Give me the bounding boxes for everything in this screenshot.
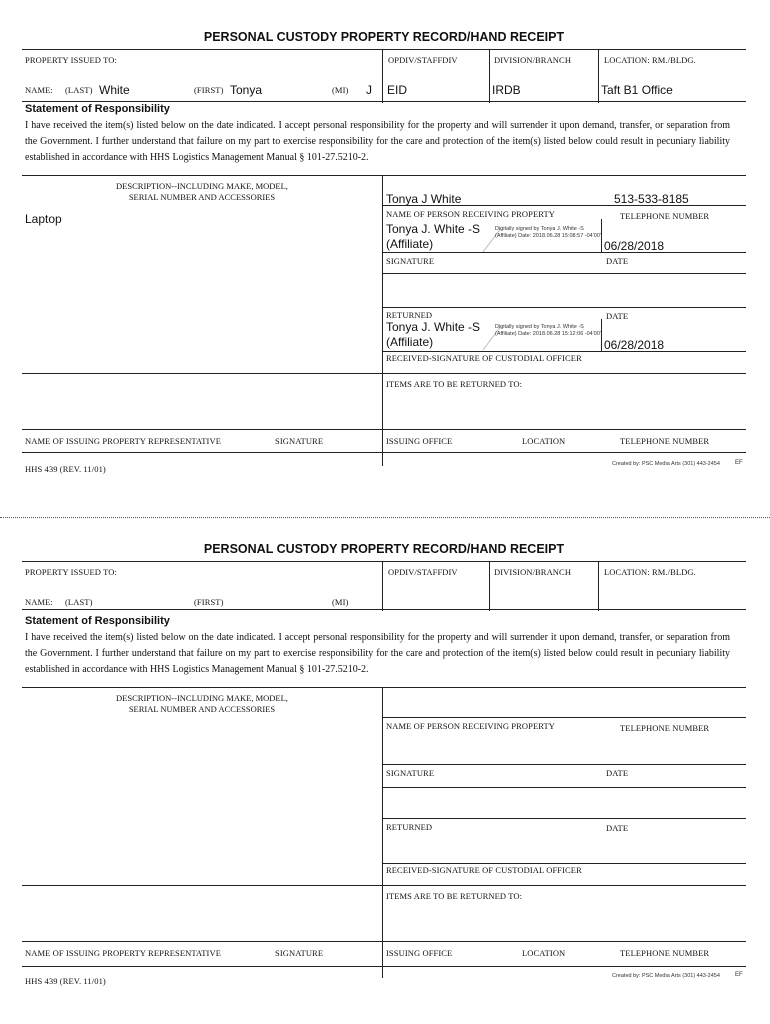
receiver-name-label: NAME OF PERSON RECEIVING PROPERTY	[386, 209, 556, 219]
rule	[382, 307, 746, 308]
last-name-field[interactable]: White	[99, 83, 130, 97]
description-header-line1: DESCRIPTION--INCLUDING MAKE, MODEL,	[116, 181, 288, 191]
divider	[382, 687, 383, 978]
hand-receipt-form-filled	[22, 28, 746, 512]
rule	[22, 609, 746, 610]
telephone-label: TELEPHONE NUMBER	[620, 723, 710, 733]
property-issued-to-label: PROPERTY ISSUED TO:	[25, 567, 117, 577]
divider	[489, 49, 490, 103]
receiver-name-label: NAME OF PERSON RECEIVING PROPERTY	[386, 721, 556, 731]
issuing-telephone-label: TELEPHONE NUMBER	[620, 948, 710, 958]
divider	[598, 49, 599, 103]
issuing-office-label: ISSUING OFFICE	[386, 436, 453, 446]
returned-date-label: DATE	[606, 311, 629, 321]
signature-note: Digitally signed by Tonya J. White -S (Affiliate) Date: 2018.06.28 15:12:06 -04'00'	[495, 324, 601, 337]
date-label: DATE	[606, 768, 629, 778]
form-number: HHS 439 (REV. 11/01)	[25, 464, 106, 474]
signature-label: SIGNATURE	[386, 256, 435, 266]
description-header	[22, 693, 382, 715]
divider	[598, 561, 599, 611]
form-title: PERSONAL CUSTODY PROPERTY RECORD/HAND RECEIPT	[203, 542, 565, 556]
rule	[22, 966, 746, 967]
digital-signature-custodial[interactable]	[385, 320, 601, 354]
divider	[382, 561, 383, 611]
last-label: (LAST)	[65, 85, 93, 95]
ef-mark: EF	[735, 460, 743, 466]
divider	[382, 175, 383, 466]
divider	[382, 49, 383, 103]
issuing-location-label: LOCATION	[522, 948, 566, 958]
mi-label: (MI)	[332, 597, 349, 607]
name-label: NAME:	[25, 597, 53, 607]
signature-label: SIGNATURE	[386, 768, 435, 778]
returned-date-field[interactable]: 06/28/2018	[604, 338, 665, 352]
rule	[22, 941, 746, 942]
description-header	[22, 181, 382, 203]
location-field[interactable]: Taft B1 Office	[601, 83, 673, 97]
opdiv-label: OPDIV/STAFFDIV	[388, 567, 458, 577]
telephone-label: TELEPHONE NUMBER	[620, 211, 710, 221]
description-header-line2: SERIAL NUMBER AND ACCESSORIES	[128, 192, 276, 202]
returned-date-label: DATE	[606, 823, 629, 833]
division-label: DIVISION/BRANCH	[494, 55, 572, 65]
issuing-signature-label: SIGNATURE	[275, 436, 324, 446]
rule	[22, 452, 746, 453]
rule	[22, 49, 746, 50]
issuing-telephone-label: TELEPHONE NUMBER	[620, 436, 710, 446]
issuing-rep-label: NAME OF ISSUING PROPERTY REPRESENTATIVE	[25, 948, 222, 958]
property-issued-to-label: PROPERTY ISSUED TO:	[25, 55, 117, 65]
division-label: DIVISION/BRANCH	[494, 567, 572, 577]
opdiv-label: OPDIV/STAFFDIV	[388, 55, 458, 65]
last-label: (LAST)	[65, 597, 93, 607]
division-field[interactable]: IRDB	[492, 83, 521, 97]
statement-text: I have received the item(s) listed below on the date indicated. I accept personal responsibility for the property and will surrender it upon demand, transfer, or separation from the Government. I further understand that failure on my part to exercise responsibility for the care and protection of the item(s) listed below could result in pecuniary liability established in accordance with HHS Logistics Management Manual § 101-27.5210-2.	[25, 120, 730, 163]
first-name-field[interactable]: Tonya	[230, 83, 263, 97]
rule	[382, 273, 746, 274]
telephone-field[interactable]: 513-533-8185	[614, 192, 689, 206]
issuing-office-label: ISSUING OFFICE	[386, 948, 453, 958]
created-by-note: Created by: PSC Media Arts (301) 443-2454	[612, 461, 720, 467]
signature-name: Tonya J. White -S (Affiliate)	[386, 320, 481, 349]
location-label: LOCATION: RM./BLDG.	[604, 55, 696, 65]
description-header-line2: SERIAL NUMBER AND ACCESSORIES	[128, 704, 276, 714]
items-returned-to-label: ITEMS ARE TO BE RETURNED TO:	[386, 891, 523, 901]
divider	[601, 219, 602, 253]
rule	[382, 717, 746, 718]
rule	[382, 863, 746, 864]
issuing-location-label: LOCATION	[522, 436, 566, 446]
description-field[interactable]: Laptop	[25, 212, 62, 226]
rule	[22, 101, 746, 102]
returned-label: RETURNED	[386, 310, 433, 320]
received-signature-label: RECEIVED-SIGNATURE OF CUSTODIAL OFFICER	[386, 865, 582, 875]
name-label: NAME:	[25, 85, 53, 95]
issuing-rep-label: NAME OF ISSUING PROPERTY REPRESENTATIVE	[25, 436, 222, 446]
divider	[601, 319, 602, 351]
rule	[382, 252, 746, 253]
ef-mark: EF	[735, 972, 743, 978]
signature-name: Tonya J. White -S (Affiliate)	[386, 222, 481, 251]
rule	[382, 205, 746, 206]
description-header-line1: DESCRIPTION--INCLUDING MAKE, MODEL,	[116, 693, 288, 703]
mi-field[interactable]: J	[366, 83, 372, 97]
signature-note: Digitally signed by Tonya J. White -S (Affiliate) Date: 2018.06.28 15:08:57 -04'00'	[495, 226, 601, 239]
digital-signature-receiver[interactable]	[385, 222, 601, 256]
form-title: PERSONAL CUSTODY PROPERTY RECORD/HAND RECEIPT	[203, 30, 565, 44]
opdiv-field[interactable]: EID	[387, 83, 408, 97]
rule	[382, 351, 746, 352]
first-label: (FIRST)	[194, 597, 224, 607]
first-label: (FIRST)	[194, 85, 224, 95]
divider	[489, 561, 490, 611]
location-label: LOCATION: RM./BLDG.	[604, 567, 696, 577]
items-returned-to-label: ITEMS ARE TO BE RETURNED TO:	[386, 379, 523, 389]
form-number: HHS 439 (REV. 11/01)	[25, 976, 106, 986]
rule	[22, 429, 746, 430]
rule	[22, 561, 746, 562]
received-signature-label: RECEIVED-SIGNATURE OF CUSTODIAL OFFICER	[386, 353, 582, 363]
rule	[22, 175, 746, 176]
returned-label: RETURNED	[386, 822, 433, 832]
rule	[382, 764, 746, 765]
statement-text: I have received the item(s) listed below on the date indicated. I accept personal responsibility for the property and will surrender it upon demand, transfer, or separation from the Government. I further understand that failure on my part to exercise responsibility for the care and protection of the item(s) listed below could result in pecuniary liability established in accordance with HHS Logistics Management Manual § 101-27.5210-2.	[25, 632, 730, 675]
hand-receipt-form-blank	[22, 540, 746, 1024]
rule	[22, 885, 746, 886]
rule	[382, 787, 746, 788]
statement-heading: Statement of Responsibility	[25, 103, 170, 115]
receiver-name-field[interactable]: Tonya J White	[386, 192, 462, 206]
mi-label: (MI)	[332, 85, 349, 95]
created-by-note: Created by: PSC Media Arts (301) 443-2454	[612, 973, 720, 979]
statement-heading: Statement of Responsibility	[25, 615, 170, 627]
signature-date-field[interactable]: 06/28/2018	[604, 239, 665, 253]
rule	[382, 818, 746, 819]
issuing-signature-label: SIGNATURE	[275, 948, 324, 958]
date-label: DATE	[606, 256, 629, 266]
rule	[22, 687, 746, 688]
rule	[22, 373, 746, 374]
tear-line	[0, 517, 770, 518]
